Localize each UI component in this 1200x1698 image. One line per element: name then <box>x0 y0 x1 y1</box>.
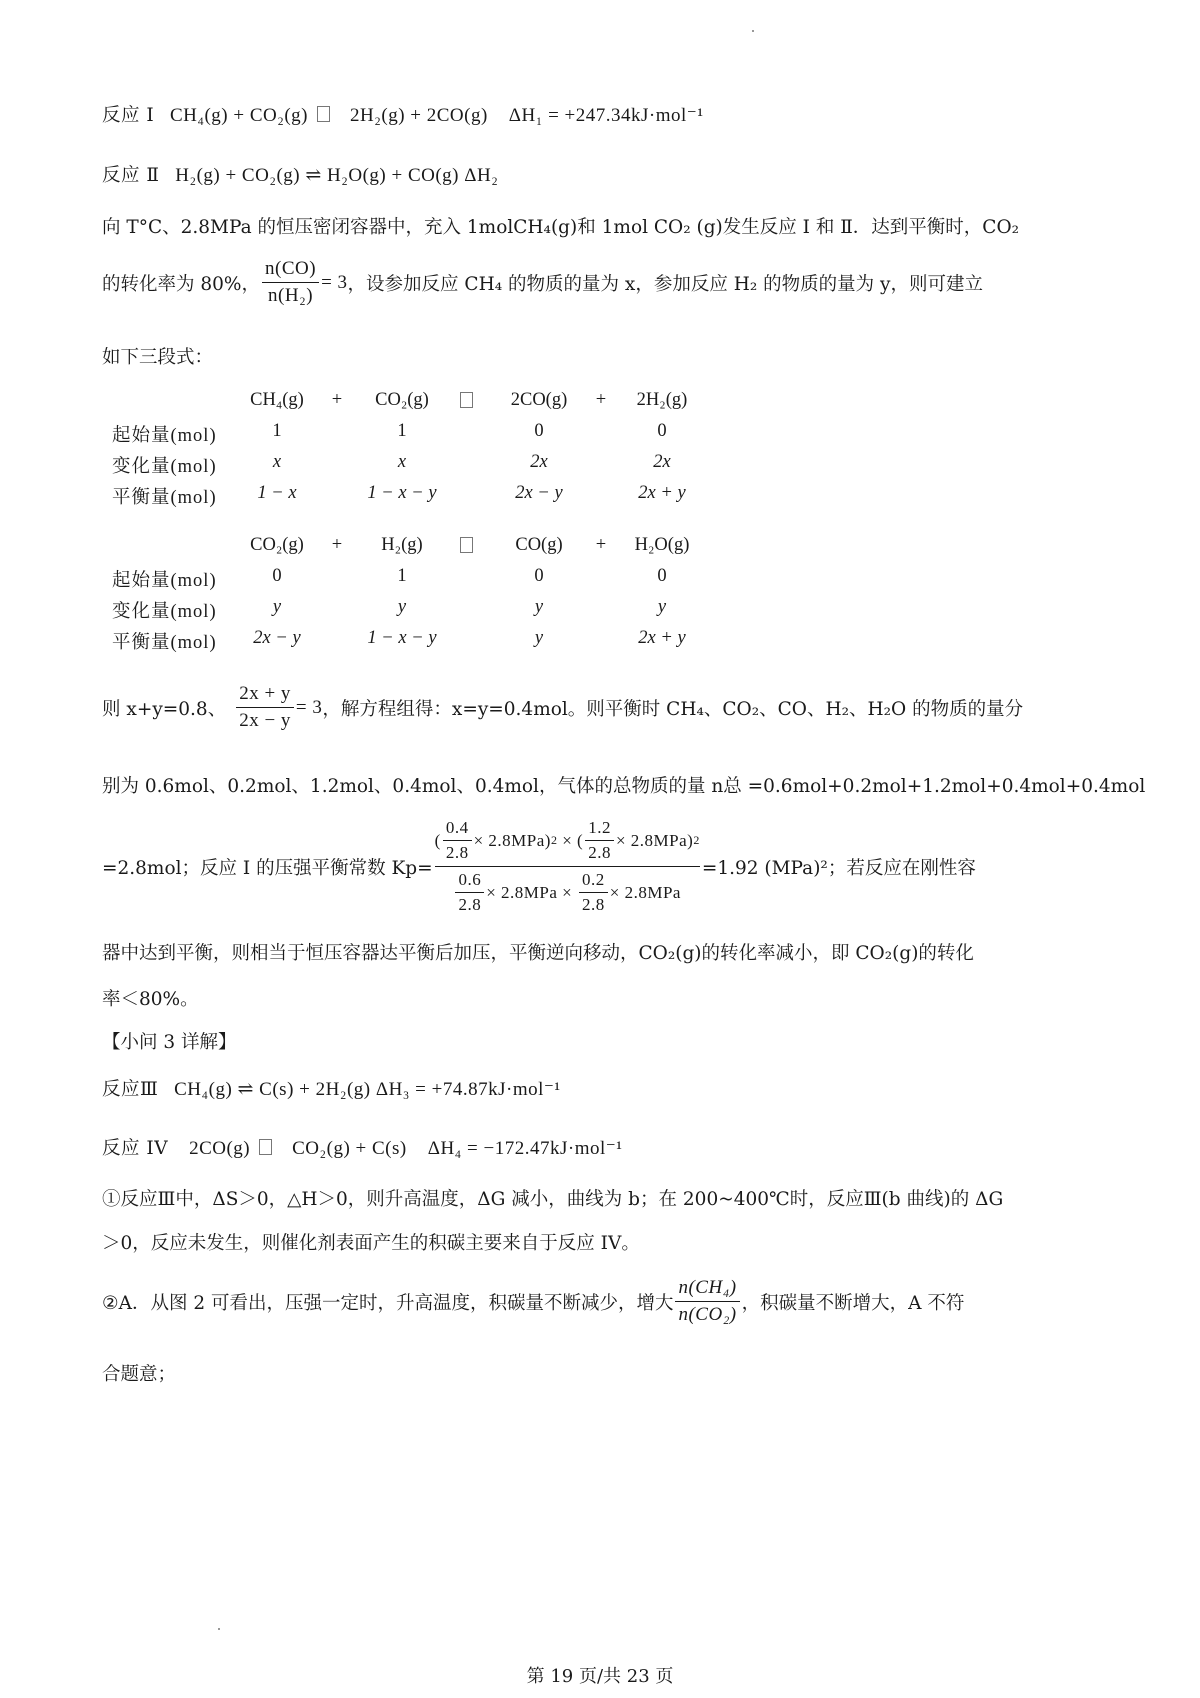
table-cell: 2x <box>530 452 548 472</box>
paragraph-2 <box>102 258 983 307</box>
reaction-1-lhs: CH₄(g) + CO₂(g) <box>169 105 309 126</box>
species: H₂(g) <box>381 535 423 555</box>
row-label: 变化量(mol) <box>112 602 217 622</box>
table-cell: 1 <box>272 421 282 441</box>
paragraph-12: 合题意； <box>102 1364 177 1385</box>
scan-dot <box>752 30 754 32</box>
equilibrium-arrow-icon <box>460 392 473 408</box>
ch4-co2-ratio-fraction <box>675 1277 739 1326</box>
table-cell: 2x <box>653 452 671 472</box>
table-cell: 2x − y <box>515 483 563 503</box>
species: CO₂(g) <box>375 390 429 410</box>
pressure-unit: × 2.8MPa <box>609 882 681 902</box>
fraction-denominator: n(H₂) <box>268 285 314 306</box>
paragraph-7: 器中达到平衡，则相当于恒压容器达平衡后加压，平衡逆向移动，CO₂(g)的转化率减小，即 CO₂(g)的转化 <box>102 943 974 964</box>
row-label: 变化量(mol) <box>112 457 217 477</box>
pressure-unit: × 2.8MPa <box>615 830 688 850</box>
table-cell: 0 <box>657 421 667 441</box>
table-cell: y <box>397 597 407 617</box>
table-cell: 0 <box>534 421 544 441</box>
paragraph-6 <box>102 818 976 915</box>
kp-numerator: ( $\frac{0.4}{2.8}$ × 2.8MPa ) 2 × ( $\frac{1.2}{2.8}$ × 2.8MPa ) 2 <box>435 818 700 867</box>
paragraph-6-post: =1.92 (MPa)²；若反应在刚性容 <box>701 857 976 879</box>
row-label: 起始量(mol) <box>112 426 217 446</box>
species: 2CO(g) <box>510 390 568 410</box>
fraction-numerator: 1.2 <box>585 818 614 841</box>
paragraph-9: ①反应Ⅲ中，ΔS＞0，△H＞0，则升高温度，ΔG 减小，曲线为 b；在 200~400℃时，反应Ⅲ(b 曲线)的 ΔG <box>102 1189 1004 1210</box>
pressure-unit: × 2.8MPa <box>473 830 545 850</box>
reaction-2-label: 反应 Ⅱ <box>102 165 160 186</box>
reaction-3-label: 反应Ⅲ <box>102 1079 159 1100</box>
paragraph-11-pre: ②A．从图 2 可看出，压强一定时，升高温度，积碳量不断减少，增大 <box>102 1292 674 1314</box>
table-cell: 2x + y <box>638 628 686 648</box>
table-cell: x <box>272 452 282 472</box>
table-cell: 0 <box>272 566 282 586</box>
fraction-numerator: 0.2 <box>579 870 608 893</box>
paragraph-3: 如下三段式： <box>102 347 214 368</box>
fraction-denominator: 2.8 <box>445 843 469 862</box>
mole-fraction <box>443 818 472 863</box>
fraction-equals: = 3 <box>321 271 348 293</box>
species: H₂O(g) <box>634 535 690 555</box>
fraction-denominator: 2.8 <box>458 895 482 914</box>
table-cell: 1 − x − y <box>367 483 437 503</box>
table-cell: 1 − x <box>257 483 297 503</box>
mole-fraction <box>585 818 614 863</box>
fraction-denominator: 2.8 <box>588 843 611 862</box>
table-cell: y <box>272 597 282 617</box>
plus: + <box>595 390 607 410</box>
kp-expression <box>435 818 700 915</box>
species: CO(g) <box>515 535 563 555</box>
section-heading: 【小问 3 详解】 <box>102 1032 237 1053</box>
page-footer: 第 19 页/共 23 页 <box>526 1666 674 1687</box>
fraction-numerator: 0.4 <box>443 818 472 841</box>
fraction-denominator: 2.8 <box>582 895 605 914</box>
species: 2H₂(g) <box>636 390 688 410</box>
reaction-1-dh: ΔH₁ = +247.34kJ·mol⁻¹ <box>508 105 704 126</box>
xy-ratio-fraction <box>236 683 294 732</box>
table-cell: 2x + y <box>638 483 686 503</box>
mole-fraction <box>579 870 608 915</box>
equilibrium-arrow-icon <box>317 106 330 122</box>
paragraph-4-post: ，解方程组得：x=y=0.4mol。则平衡时 CH₄、CO₂、CO、H₂、H₂O 的物质的量分 <box>322 698 1024 720</box>
reaction-1-label: 反应 I <box>102 105 155 126</box>
reaction-4-dh: ΔH₄ = −172.47kJ·mol⁻¹ <box>427 1138 623 1159</box>
fraction-equals: = 3 <box>295 696 323 718</box>
table-cell: 0 <box>657 566 667 586</box>
table-cell: y <box>534 597 544 617</box>
equilibrium-arrow-icon <box>460 537 473 553</box>
fraction-numerator: n(CH₄) <box>675 1277 739 1302</box>
paragraph-1: 向 T°C、2.8MPa 的恒压密闭容器中，充入 1molCH₄(g)和 1mol CO₂ (g)发生反应 I 和 Ⅱ．达到平衡时，CO₂ <box>102 217 1020 238</box>
table-cell: y <box>657 597 667 617</box>
table-cell: 0 <box>534 566 544 586</box>
table-cell: x <box>397 452 407 472</box>
fraction-numerator: 2x + y <box>236 683 294 708</box>
species: CH₄(g) <box>250 390 304 410</box>
paragraph-6-pre: =2.8mol；反应 I 的压强平衡常数 Kp= <box>102 857 433 879</box>
reaction-1-rhs: 2H₂(g) + 2CO(g) <box>350 105 488 126</box>
table-cell: 1 <box>397 566 407 586</box>
paragraph-5: 别为 0.6mol、0.2mol、1.2mol、0.4mol、0.4mol，气体的总物质的量 n总 =0.6mol+0.2mol+1.2mol+0.4mol+0.4mol <box>102 776 1146 797</box>
reaction-4-rhs: CO₂(g) + C(s) <box>292 1138 407 1159</box>
reaction-4 <box>102 1134 622 1160</box>
co-h2-ratio-fraction <box>262 258 319 307</box>
table-cell: 1 <box>397 421 407 441</box>
fraction-denominator: n(CO₂) <box>678 1304 737 1325</box>
paragraph-4 <box>102 683 1023 732</box>
fraction-denominator: 2x − y <box>239 710 291 731</box>
reaction-3 <box>102 1075 561 1101</box>
paragraph-11 <box>102 1277 964 1326</box>
paragraph-8: 率＜80%。 <box>102 989 199 1010</box>
reaction-4-label: 反应 IV <box>102 1138 169 1159</box>
table-cell: y <box>534 628 544 648</box>
row-label: 平衡量(mol) <box>112 633 217 653</box>
reaction-3-equation: CH₄(g) ⇌ C(s) + 2H₂(g) ΔH₃ = +74.87kJ·mol⁻¹ <box>174 1079 561 1100</box>
equilibrium-arrow-icon <box>259 1139 272 1155</box>
fraction-numerator: n(CO) <box>262 258 319 283</box>
pressure-unit: × 2.8MPa <box>486 882 558 902</box>
paragraph-4-pre: 则 x+y=0.8、 <box>102 698 227 720</box>
kp-denominator: $\frac{0.6}{2.8}$ × 2.8MPa × $\frac{0.2}{2.8}$ × 2.8MPa <box>450 867 684 915</box>
row-label: 平衡量(mol) <box>112 488 217 508</box>
plus: + <box>595 535 607 555</box>
table-cell: 1 − x − y <box>367 628 437 648</box>
paragraph-2-pre: 的转化率为 80%， <box>102 273 261 295</box>
reaction-2-equation: H₂(g) + CO₂(g) ⇌ H₂O(g) + CO(g) ΔH₂ <box>175 165 499 186</box>
species: CO₂(g) <box>250 535 304 555</box>
reaction-2 <box>102 161 498 187</box>
paragraph-2-post: ，设参加反应 CH₄ 的物质的量为 x，参加反应 H₂ 的物质的量为 y，则可建立 <box>347 273 983 295</box>
plus: + <box>331 390 343 410</box>
paragraph-11-post: ，积碳量不断增大，A 不符 <box>741 1292 965 1314</box>
row-label: 起始量(mol) <box>112 571 217 591</box>
reaction-1 <box>102 101 704 127</box>
mole-fraction <box>455 870 484 915</box>
scan-dot <box>218 1628 220 1630</box>
fraction-numerator: 0.6 <box>455 870 484 893</box>
plus: + <box>331 535 343 555</box>
table-cell: 2x − y <box>253 628 301 648</box>
paragraph-10: ＞0，反应未发生，则催化剂表面产生的积碳主要来自于反应 IV。 <box>102 1233 640 1254</box>
reaction-4-lhs: 2CO(g) <box>189 1138 251 1159</box>
